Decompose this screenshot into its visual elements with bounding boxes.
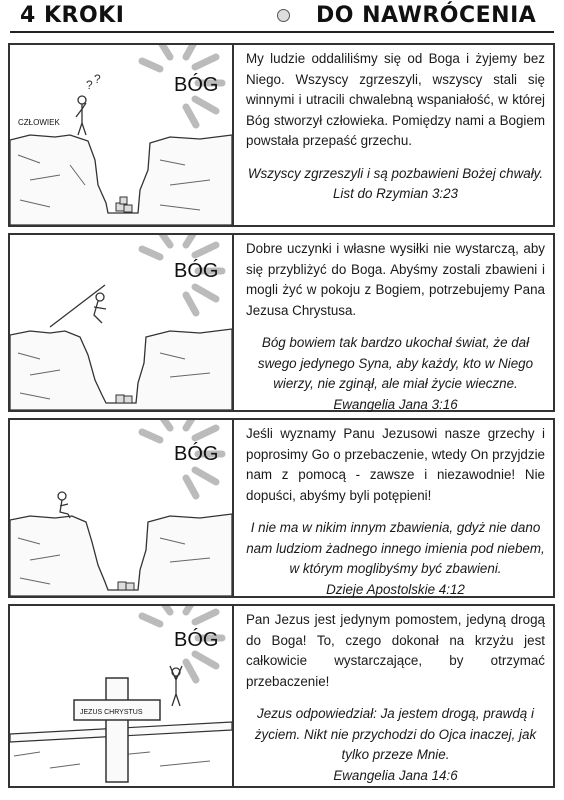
svg-text:?: ? xyxy=(86,78,93,92)
header-title-right: DO NAWRÓCENIA xyxy=(316,3,537,28)
kneeling-man-icon xyxy=(58,492,70,518)
pole-vaulter-icon xyxy=(50,285,106,327)
rocks-icon xyxy=(118,582,134,590)
step-4-reference: Ewangelia Jana 14:6 xyxy=(333,767,458,783)
chasm-illustration xyxy=(10,420,232,596)
god-label: BÓG xyxy=(174,443,219,465)
step-3-illustration xyxy=(10,420,234,596)
step-2-illustration xyxy=(10,235,234,410)
svg-text:?: ? xyxy=(94,72,101,86)
step-panel-1 xyxy=(8,43,555,227)
step-3-body: Jeśli wyznamy Panu Jezusowi nasze grzechy i poprosimy Go o przebaczenie, wtedy On przyjdzie nam z pomocą - zawsze i niezawodnie! Nie dopuści, abyśmy byli potępieni! xyxy=(246,426,545,503)
man-label: CZŁOWIEK xyxy=(18,118,60,127)
step-4-quote: Jezus odpowiedział: Ja jestem drogą, prawdą i życiem. Nikt nie przychodzi do Ojca inaczej, jak tylko przeze Mnie. xyxy=(254,706,537,762)
header-rule xyxy=(10,31,554,33)
man-figure-icon xyxy=(76,72,101,135)
step-2-reference: Ewangelia Jana 3:16 xyxy=(333,396,458,412)
cross-bridge-illustration xyxy=(10,606,232,786)
page-header xyxy=(0,0,564,32)
cross-label: JEZUS CHRYSTUS xyxy=(80,709,143,716)
step-panel-4 xyxy=(8,604,555,788)
god-label: BÓG xyxy=(174,260,219,282)
step-2-text xyxy=(246,239,545,415)
step-2-body: Dobre uczynki i własne wysiłki nie wystarczą, aby się przybliżyć do Boga. Abyśmy zostali zbawieni i mogli żyć w pokoju z Bogiem, potrzebujemy Pana Jezusa Chrystusa. xyxy=(246,241,545,318)
god-label: BÓG xyxy=(174,629,219,651)
step-1-text xyxy=(246,49,545,205)
step-3-reference: Dzieje Apostolskie 4:12 xyxy=(326,581,465,597)
header-bullet-icon xyxy=(277,9,290,22)
raised-arms-man-icon xyxy=(170,666,182,706)
step-2-quote: Bóg bowiem tak bardzo ukochał świat, że dał swego jedynego Syna, aby każdy, kto w Niego wierzy, nie zginął, ale miał życie wieczne. xyxy=(257,335,534,391)
step-4-illustration xyxy=(10,606,234,786)
step-1-body: My ludzie oddaliliśmy się od Boga i żyjemy bez Niego. Wszyscy zgrzeszyli, wszyscy stali się winnymi i utracili chwalebną wspaniałość, w której Bóg stworzył człowieka. Pomiędzy nami a Bogiem powstała przepaść grzechu. xyxy=(246,51,545,148)
step-3-quote: I nie ma w nikim innym zbawienia, gdyż nie dano nam ludziom żadnego innego imienia pod niebem, w którym moglibyśmy być zbawieni. xyxy=(246,520,545,576)
header-title-left: 4 KROKI xyxy=(20,3,125,28)
step-panel-3 xyxy=(8,418,555,598)
step-4-text xyxy=(246,610,545,786)
rocks-icon xyxy=(116,197,132,212)
step-1-quote: Wszyscy zgrzeszyli i są pozbawieni Bożej chwały. xyxy=(247,165,544,181)
step-panel-2 xyxy=(8,233,555,412)
step-1-reference: List do Rzymian 3:23 xyxy=(332,186,459,201)
step-3-text xyxy=(246,424,545,600)
step-1-illustration xyxy=(10,45,234,225)
step-4-body: Pan Jezus jest jedynym pomostem, jedyną drogą do Boga! To, czego dokonał na krzyżu jest całkowicie wystarczające, by otrzymać przebaczenie! xyxy=(246,612,545,689)
chasm-illustration xyxy=(10,235,232,410)
rocks-icon xyxy=(116,395,132,403)
god-label: BÓG xyxy=(174,74,219,96)
chasm-illustration xyxy=(10,45,232,225)
